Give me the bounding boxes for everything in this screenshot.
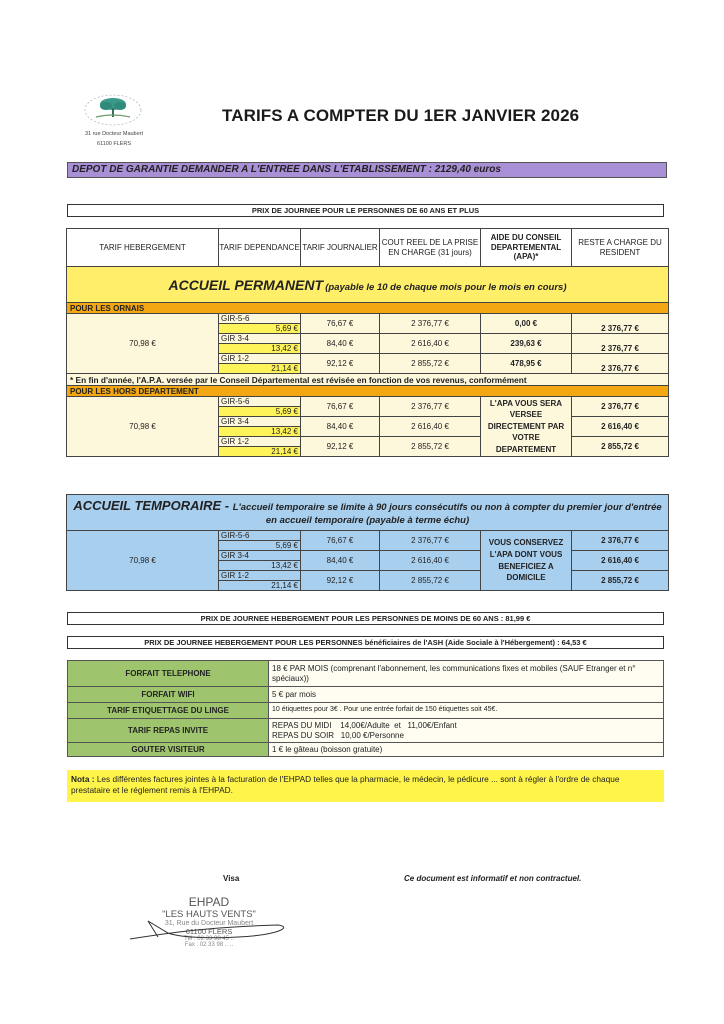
reste-value: 2 855,72 € (572, 571, 669, 591)
gir-label: GIR 1-2 (219, 437, 301, 447)
gir-label: GIR-5-6 (219, 314, 301, 324)
col-header: COUT REEL DE LA PRISE EN CHARGE (31 jours) (380, 229, 481, 267)
cout-value: 2 376,77 € (380, 314, 481, 334)
section-60-plus-title: PRIX DE JOURNEE POUR LE PERSONNES DE 60 ANS ET PLUS (67, 204, 664, 217)
stamp-line: 31, Rue du Docteur Maubert (164, 920, 254, 927)
nota-text: Les différentes factures jointes à la facturation de l'EHPAD telles que la pharmacie, le médecin, le pédicure ... sont à régler à l'ordre de chaque prestataire et le réglement remis à l'EHPAD. (71, 774, 620, 796)
nota-label: Nota : (71, 774, 95, 784)
reste-value: 2 855,72 € (572, 437, 669, 457)
deposit-banner: DEPOT DE GARANTIE DEMANDER A L'ENTREE DANS L'ETABLISSEMENT : 2129,40 euros (67, 162, 667, 178)
gir-label: GIR 3-4 (219, 334, 301, 344)
extra-value: 5 € par mois (269, 687, 664, 703)
stamp-line: "LES HAUTS VENTS" (162, 909, 256, 920)
extra-value: 1 € le gâteau (boisson gratuite) (269, 743, 664, 757)
table-row (67, 314, 669, 324)
extra-row (68, 703, 664, 719)
tree-logo-icon (82, 92, 144, 128)
gir-label: GIR-5-6 (219, 531, 301, 541)
apa-value: 0,00 € (481, 314, 572, 334)
permanent-subtitle: (payable le 10 de chaque mois pour le mois en cours) (325, 281, 567, 293)
journalier-value: 76,67 € (301, 531, 380, 551)
extra-row (68, 719, 664, 743)
address-line-street: 31 rue Docteur Maubert (84, 131, 144, 137)
cout-value: 2 616,40 € (380, 551, 481, 571)
gir-label: GIR 3-4 (219, 417, 301, 427)
apa-footnote: * En fin d'année, l'A.P.A. versée par le Conseil Départemental est révisée en fonction de vos revenus, conformément (67, 374, 669, 386)
cout-value: 2 855,72 € (380, 571, 481, 591)
extra-value-2: REPAS DU SOIR 10,00 €/Personne (272, 730, 404, 740)
cout-value: 2 376,77 € (380, 531, 481, 551)
col-header: TARIF HEBERGEMENT (67, 229, 219, 267)
ehpad-stamp (134, 895, 284, 948)
apa-value: 478,95 € (481, 354, 572, 374)
journalier-value: 92,12 € (301, 571, 380, 591)
temporaire-subtitle: L'accueil temporaire se limite à 90 jours consécutifs ou non à compter du premier jour d'entrée en accueil temporaire (payable à terme échu) (232, 502, 662, 526)
hebergement-value: 70,98 € (67, 314, 219, 374)
extra-label: FORFAIT TELEPHONE (68, 661, 269, 687)
journalier-value: 76,67 € (301, 314, 380, 334)
permanent-title: ACCUEIL PERMANENT (168, 276, 323, 293)
ash-price: PRIX DE JOURNEE HEBERGEMENT POUR LES PERSONNES bénéficiaires de l'ASH (Aide Sociale à l'Hébergement) : 64,53 € (67, 636, 664, 649)
dependance-value: 21,14 € (219, 581, 301, 591)
stamp-line: EHPAD (188, 895, 230, 909)
extra-label: TARIF REPAS INVITE (68, 719, 269, 743)
temporaire-title-row (67, 495, 669, 531)
dependance-value: 13,42 € (219, 344, 301, 354)
hors-departement-label: POUR LES HORS DEPARTEMENT (67, 386, 669, 397)
extra-value: 10 étiquettes pour 3€ . Pour une entrée forfait de 150 étiquettes soit 45€. (269, 703, 664, 719)
journalier-value: 84,40 € (301, 551, 380, 571)
extra-row (68, 661, 664, 687)
journalier-value: 76,67 € (301, 397, 380, 417)
col-header: TARIF JOURNALIER (301, 229, 380, 267)
journalier-value: 84,40 € (301, 417, 380, 437)
gir-label: GIR 1-2 (219, 571, 301, 581)
apa-note: L'APA VOUS SERA VERSEE DIRECTEMENT PAR VOTRE DEPARTEMENT (481, 397, 572, 457)
journalier-value: 92,12 € (301, 437, 380, 457)
reste-value: 2 376,77 € (572, 397, 669, 417)
reste-value: 2 376,77 € (572, 334, 669, 354)
cout-value: 2 855,72 € (380, 437, 481, 457)
reste-value: 2 376,77 € (572, 354, 669, 374)
table-header-row (67, 229, 669, 267)
gir-label: GIR 3-4 (219, 551, 301, 561)
ornais-label: POUR LES ORNAIS (67, 303, 669, 314)
table-row (67, 531, 669, 541)
extra-label: TARIF ETIQUETTAGE DU LINGE (68, 703, 269, 719)
extra-value: REPAS DU MIDI 14,00€/Adulte et 11,00€/Enfant (272, 720, 457, 730)
reste-value: 2 616,40 € (572, 417, 669, 437)
hebergement-value: 70,98 € (67, 397, 219, 457)
dependance-value: 5,69 € (219, 541, 301, 551)
gir-label: GIR-5-6 (219, 397, 301, 407)
gir-label: GIR 1-2 (219, 354, 301, 364)
dependance-value: 21,14 € (219, 447, 301, 457)
cout-value: 2 376,77 € (380, 397, 481, 417)
visa-label: Visa (223, 874, 240, 883)
table-row (67, 397, 669, 407)
nota-box (67, 770, 664, 802)
disclaimer: Ce document est informatif et non contractuel. (404, 874, 582, 883)
cout-value: 2 855,72 € (380, 354, 481, 374)
journalier-value: 92,12 € (301, 354, 380, 374)
temporaire-table (66, 494, 669, 591)
stamp-line: Fax : 02 33 98 .. .. (184, 942, 234, 948)
dependance-value: 5,69 € (219, 324, 301, 334)
extra-row (68, 743, 664, 757)
stamp-line: Tél : 02 33 98 45 .. (183, 936, 235, 942)
apa-value: 239,63 € (481, 334, 572, 354)
journalier-value: 84,40 € (301, 334, 380, 354)
temporaire-title: ACCUEIL TEMPORAIRE - (73, 498, 233, 514)
hebergement-value: 70,98 € (67, 531, 219, 591)
extras-table (67, 660, 664, 757)
reste-value: 2 616,40 € (572, 551, 669, 571)
extra-value: 18 € PAR MOIS (comprenant l'abonnement, les communications fixes et mobiles (SAUF Etranger et n° spéciaux)) (269, 661, 664, 687)
tariff-table (66, 228, 669, 457)
reste-value: 2 376,77 € (572, 531, 669, 551)
page-title: TARIFS A COMPTER DU 1ER JANVIER 2026 (222, 106, 580, 125)
dependance-value: 21,14 € (219, 364, 301, 374)
extra-label: GOUTER VISITEUR (68, 743, 269, 757)
dependance-value: 13,42 € (219, 427, 301, 437)
dependance-value: 5,69 € (219, 407, 301, 417)
col-header: RESTE A CHARGE DU RESIDENT (572, 229, 669, 267)
under-60-price: PRIX DE JOURNEE HEBERGEMENT POUR LES PERSONNES DE MOINS DE 60 ANS : 81,99 € (67, 612, 664, 625)
dependance-value: 13,42 € (219, 561, 301, 571)
col-header: AIDE DU CONSEIL DEPARTEMENTAL (APA)* (481, 229, 572, 267)
apa-note: VOUS CONSERVEZ L'APA DONT VOUS BENEFICIEZ A DOMICILE (481, 531, 572, 591)
extra-row (68, 687, 664, 703)
permanent-title-row (67, 267, 669, 303)
signature-icon (128, 913, 288, 943)
extra-label: FORFAIT WIFI (68, 687, 269, 703)
col-header: TARIF DEPENDANCE (219, 229, 301, 267)
reste-value: 2 376,77 € (572, 314, 669, 334)
cout-value: 2 616,40 € (380, 417, 481, 437)
stamp-line: 61100 FLERS (185, 927, 233, 936)
cout-value: 2 616,40 € (380, 334, 481, 354)
address-line-city: 61100 FLERS (96, 141, 132, 147)
